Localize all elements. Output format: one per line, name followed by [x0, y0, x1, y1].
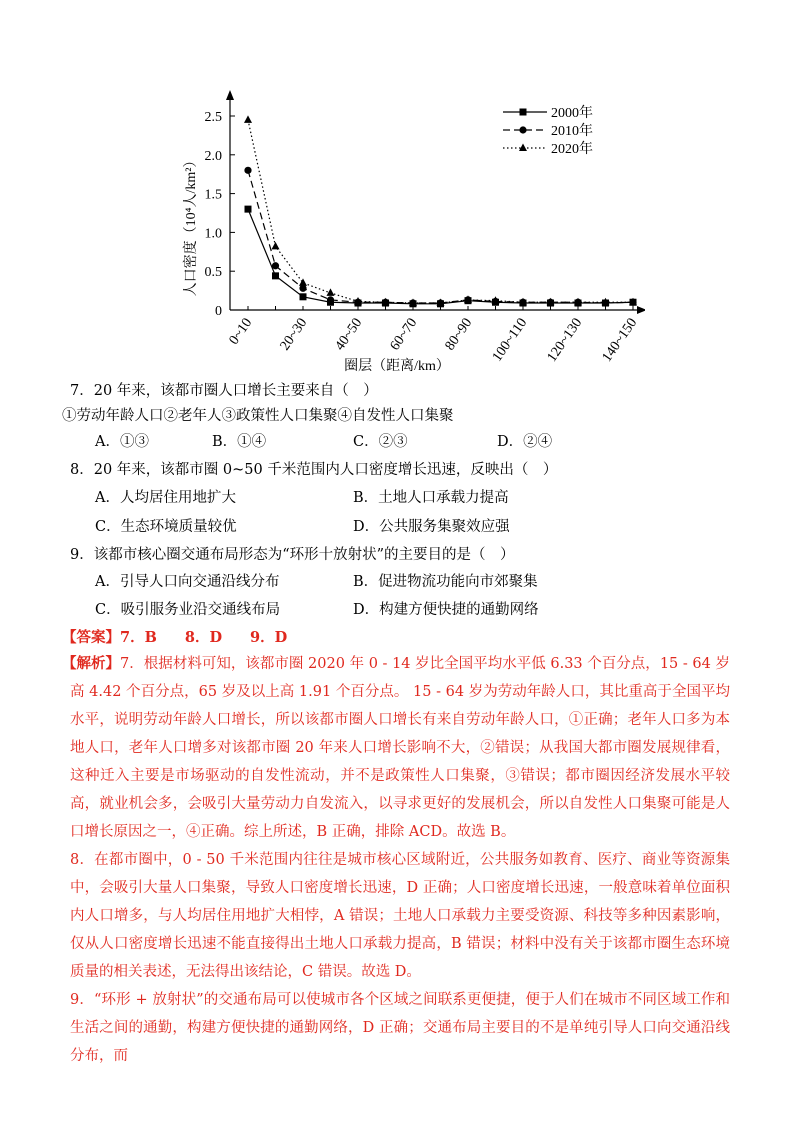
question-7-option-b: B．①④: [212, 434, 267, 450]
question-7-items: ①劳动年龄人口②老年人③政策性人口集聚④自发性人口集聚: [62, 408, 454, 424]
question-8-stem: 8．20 年来，该都市圈 0~50 千米范围内人口密度增长迅速，反映出（ ）: [70, 462, 558, 478]
answer-9: 9．D: [250, 629, 288, 646]
question-9-option-c: C．吸引服务业沿交通线布局: [95, 602, 281, 618]
question-9-stem: 9．该都市核心圈交通布局形态为“环形十放射状”的主要目的是（ ）: [70, 547, 515, 563]
chart-x-axis-label: 圈层（距离/km）: [344, 359, 450, 374]
data-point: [327, 296, 334, 303]
explanation-label: 【解析】: [62, 655, 121, 672]
legend-label: 2010年: [551, 124, 593, 139]
chart-legend: [503, 104, 593, 157]
question-8-option-b: B．土地人口承载力提高: [353, 490, 509, 506]
legend-marker: [519, 126, 526, 133]
answer-8: 8．D: [184, 629, 223, 646]
question-7-option-a: A．①③: [95, 434, 149, 450]
data-point: [272, 242, 280, 250]
y-axis-arrow: [226, 90, 234, 100]
question-7-stem: 7．20 年来，该都市圈人口增长主要来自（ ）: [70, 383, 378, 399]
y-tick-label: 1.5: [204, 187, 222, 203]
y-tick-label: 0.5: [204, 265, 222, 281]
y-tick-label: 2.0: [204, 148, 222, 164]
answer-7: 7．B: [120, 629, 157, 646]
x-tick-label: 100~110: [489, 315, 531, 365]
explanation-9: 9．“环形 + 放射状”的交通布局可以使城市各个区域之间联系更便捷，便于人们在城市不同区域工作和生活之间的通勤，构建方便快捷的通勤网络，D 正确；交通布局主要目的不是单纯引导人口向交通沿线分布，而: [70, 992, 730, 1064]
legend-marker: [520, 109, 527, 116]
question-8-option-a: A．人均居住用地扩大: [95, 490, 236, 506]
explanation-7-text: 7．根据材料可知，该都市圈 2020 年 0 - 14 岁比全国平均水平低 6.33 个百分点，15 - 64 岁高 4.42 个百分点，65 岁及以上高 1.91 个百分点。 15 - 64 岁为劳动年龄人口，其比重高于全国平均水平，说明劳动年龄人口增长，所以该都市圈人口增长有来自劳动年龄人口，①正确；老年人口多为本地人口，老年人口增多对该都市圈 20 年来人口增长影响不大，②错误；从我国大都市圈发展规律看，这种迁入主要是市场驱动的自发性流动，并不是政策性人口集聚，③错误；都市圈因经济发展水平较高，就业机会多，会吸引大量劳动力自发流入，以寻求更好的发展机会，所以自发性人口集聚可能是人口增长原因之一，④正确。综上所述，B 正确，排除 ACD。故选 B。: [70, 656, 730, 840]
explanation-7: [62, 650, 730, 846]
x-axis-arrow: [637, 306, 645, 314]
data-point: [327, 288, 335, 296]
data-point: [244, 167, 251, 174]
x-tick-label: 140~150: [599, 315, 641, 365]
legend-label: 2000年: [551, 106, 593, 121]
population-density-chart: [165, 90, 645, 380]
series-line: [248, 170, 633, 303]
y-tick-label: 0: [215, 304, 222, 319]
y-tick-label: 2.5: [204, 110, 222, 125]
y-tick-label: 1.0: [204, 226, 222, 242]
data-point: [244, 115, 252, 123]
question-9-option-b: B．促进物流功能向市郊聚集: [353, 574, 538, 590]
chart-y-axis-label: 人口密度（10⁴人/km²）: [184, 153, 199, 297]
x-tick-label: 20~30: [277, 315, 311, 354]
x-tick-label: 60~70: [387, 315, 421, 354]
question-7-option-c: C．②③: [353, 434, 408, 450]
answer-line: [62, 626, 315, 647]
data-point: [299, 278, 307, 286]
answer-label: 【答案】: [62, 629, 120, 646]
x-tick-label: 120~130: [544, 315, 586, 365]
data-point: [300, 293, 307, 300]
x-tick-label: 80~90: [442, 315, 476, 354]
question-7-option-d: D．②④: [497, 434, 553, 450]
data-point: [245, 206, 252, 213]
x-tick-label: 0~10: [226, 315, 256, 348]
question-8-option-c: C．生态环境质量较优: [95, 519, 237, 535]
data-point: [272, 272, 279, 279]
explanation-8: 8．在都市圈中，0 - 50 千米范围内往往是城市核心区域附近，公共服务如教育、医疗、商业等资源集中，会吸引大量人口集聚，导致人口密度增长迅速，D 正确；人口密度增长迅速，一般意味着单位面积内人口增多，与人均居住用地扩大相悖，A 错误；土地人口承载力主要受资源、科技等多种因素影响，仅从人口密度增长迅速不能直接得出土地人口承载力提高，B 错误；材料中没有关于该都市圈生态环境质量的相关表述，无法得出该结论，C 错误。故选 D。: [70, 852, 730, 980]
question-8-option-d: D．公共服务集聚效应强: [353, 519, 510, 535]
question-9-option-d: D．构建方便快捷的通勤网络: [353, 602, 539, 618]
legend-marker: [519, 144, 527, 152]
legend-label: 2020年: [551, 142, 593, 157]
question-9-option-a: A．引导人口向交通沿线分布: [95, 574, 280, 590]
x-tick-label: 40~50: [332, 315, 366, 354]
data-point: [272, 262, 279, 269]
series-2000年: [245, 206, 637, 308]
